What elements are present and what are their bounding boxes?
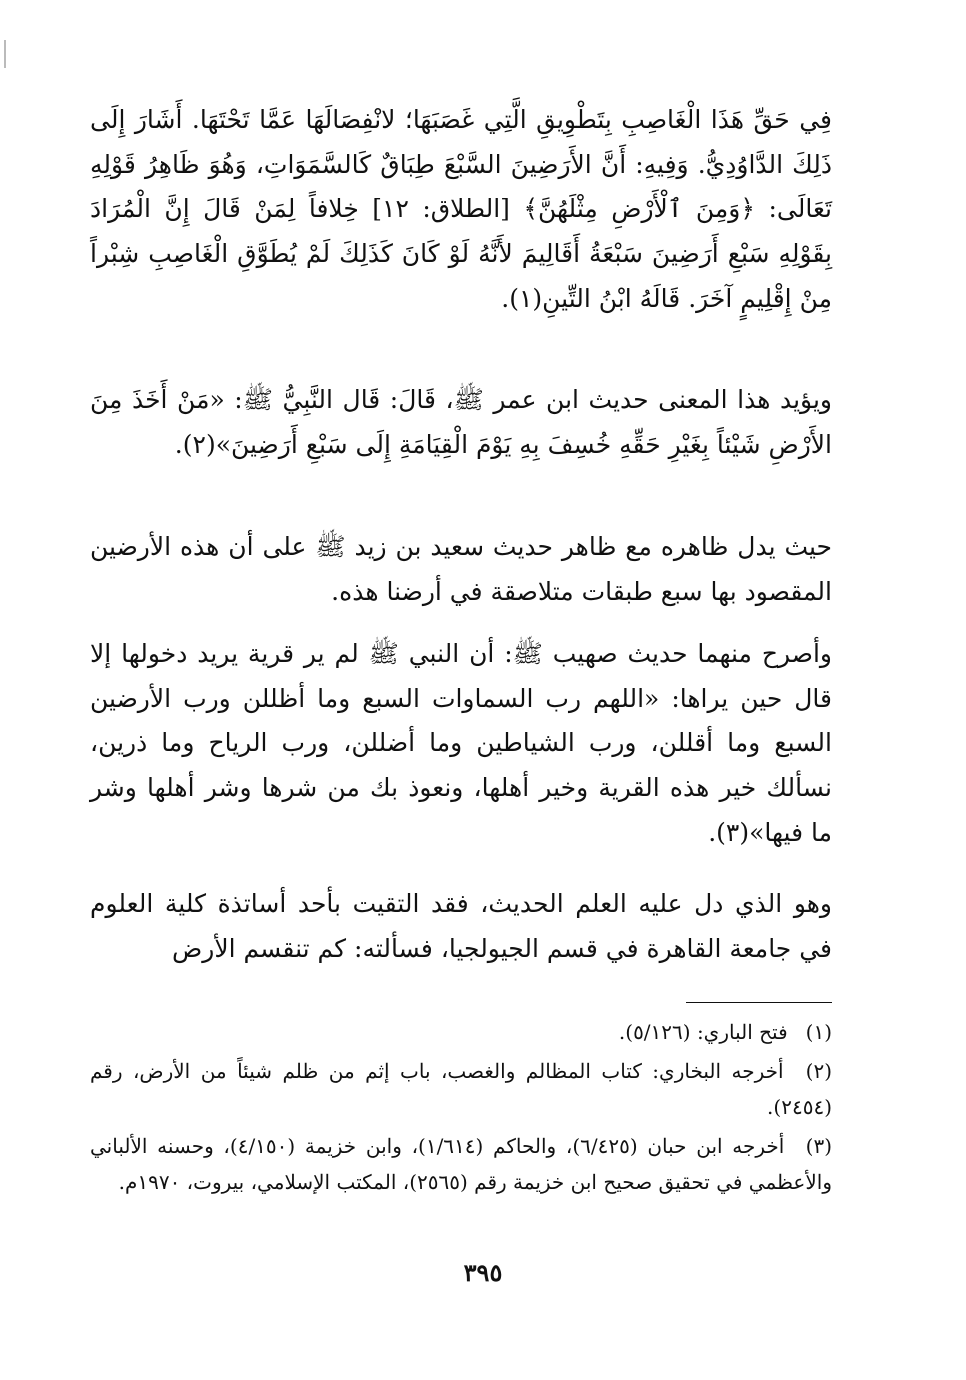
- footnote-3: [90, 1128, 832, 1200]
- paragraph-1: فِي حَقِّ هَذَا الْغَاصِبِ بِتَطْوِيقِ الَّتِي غَصَبَهَا؛ لانْفِصَالَهَا عَمَّا تَحْتَهَا. أَشَارَ إِلَى ذَلِكَ الدَّاوُدِيُّ. وَفِيهِ: أَنَّ الأَرَضِينَ السَّبْعَ طِبَاقٌ كَالسَّمَوَاتِ، وَهُوَ ظَاهِرُ قَوْلِهِ تَعَالَى: ﴿وَمِنَ ٱلْأَرْضِ مِثْلَهُنَّ﴾ [الطلاق: ١٢] خِلافاً لِمَنْ قَالَ إِنَّ الْمُرَادَ بِقَوْلِهِ سَبْعِ أَرَضِينَ سَبْعَةُ أَقَالِيمَ لأَنَّهُ لَوْ كَانَ كَذَلِكَ لَمْ يُطَوَّقِ الْغَاصِبِ شِبْراً مِنْ إِقْلِيمٍ آخَرَ. قَالَهُ ابْنُ التِّينِ(١).: [90, 105, 832, 313]
- footnote-number: (٣): [805, 1134, 833, 1158]
- paragraph-3: حيث يدل ظاهره مع ظاهر حديث سعيد بن زيد ﷺ على أن هذه الأرضين المقصود بها سبع طبقات متلاصقة في أرضنا هذه.: [90, 532, 832, 606]
- footnote-1: [90, 1014, 832, 1050]
- footnote-text: فتح الباري: (٥/١٢٦).: [618, 1020, 788, 1044]
- footnote-text: أخرجه البخاري: كتاب المظالم والغصب، باب إثم من ظلم شيئاً من الأرض، رقم (٢٤٥٤).: [90, 1059, 832, 1119]
- paragraph-5: وهو الذي دل عليه العلم الحديث، فقد التقيت بأحد أساتذة كلية العلوم في جامعة القاهرة في قسم الجيولجيا، فسألته: كم تنقسم الأرض: [90, 889, 832, 963]
- footnote-number: (٢): [805, 1059, 832, 1083]
- footnote-text: أخرجه ابن حبان (٦/٤٢٥)، والحاكم (١/٦١٤)، وابن خزيمة (٤/١٥٠)، وحسنه الألباني والأعظمي في تحقيق صحيح ابن خزيمة رقم (٢٥٦٥)، المكتب الإسلامي، بيروت، ١٩٧٠م.: [90, 1134, 832, 1194]
- scan-edge-mark: [4, 40, 6, 68]
- page-number: ٣٩٥: [463, 1258, 503, 1287]
- paragraph-4: وأصرح منهما حديث صهيب ﷺ: أن النبي ﷺ لم ير قرية يريد دخولها إلا قال حين يراها: «اللهم رب السماوات السبع وما أظللن ورب الأرضين السبع وما أقللن، ورب الشياطين وما أضللن، ورب الرياح وما ذرين، نسألك خير هذه القرية وخير أهلها، ونعوذ بك من شرها وشر أهلها وشر ما فيها»(٣).: [90, 639, 832, 847]
- paragraph-2: ويؤيد هذا المعنى حديث ابن عمر ﷺ، قَالَ: قَال النَّبِيُّ ﷺ: «مَنْ أَخَذَ مِنَ الأَرْضِ شَيْئاً بِغَيْرِ حَقِّهِ خُسِفَ بِهِ يَوْمَ الْقِيَامَةِ إِلَى سَبْعِ أَرَضِينَ»(٢).: [90, 385, 832, 459]
- footnote-number: (١): [805, 1020, 832, 1044]
- footnote-separator: [686, 1002, 832, 1003]
- footnote-2: [90, 1053, 832, 1125]
